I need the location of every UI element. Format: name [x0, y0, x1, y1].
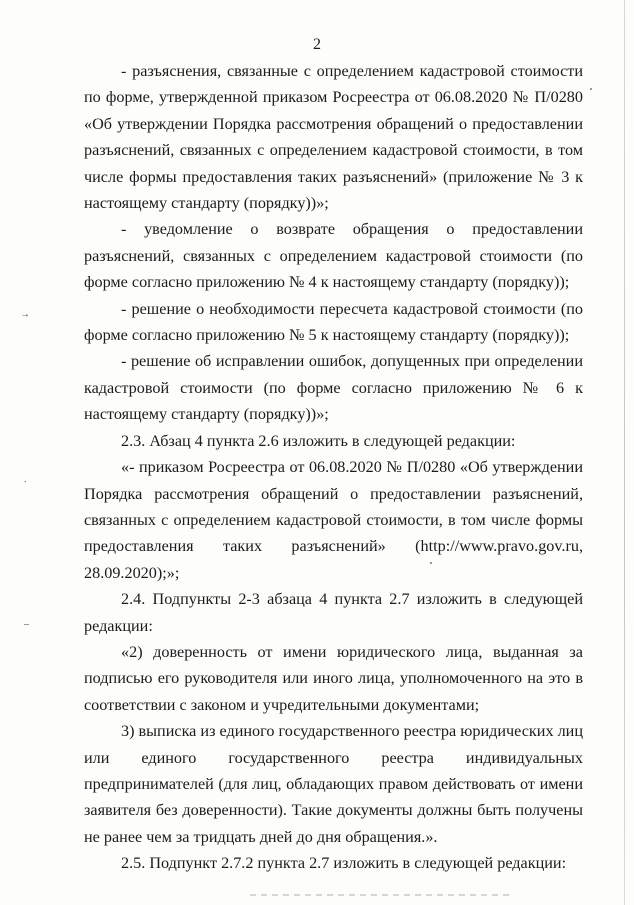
- paragraph-2-4-heading: 2.4. Подпункты 2-3 абзаца 4 пункта 2.7 изложить в следующей редакции:: [84, 590, 583, 635]
- paragraph-2-5-heading: 2.5. Подпункт 2.7.2 пункта 2.7 изложить в следующей редакции:: [121, 854, 567, 873]
- paragraph-explanations-form: - разъяснения, связанные с определением кадастровой стоимости по форме, утвержденной приказом Росреестра от 06.08.2020 № П/0280 «Об утверждении Порядка рассмотрения обращений о предоставлении разъяснений, связанных с определением кадастровой стоимости, в том числе формы предоставления таких разъяснений» (приложение № 3 к настоящему стандарту (порядку))»;: [84, 62, 583, 213]
- page-number: 2: [313, 36, 321, 53]
- paragraph-2-3-heading: 2.3. Абзац 4 пункта 2.6 изложить в следующей редакции:: [121, 431, 516, 450]
- paragraph-error-correction-decision: - решение об исправлении ошибок, допущенных при определении кадастровой стоимости (по форме согласно приложению № 6 к настоящему стандарту (порядку))»;: [84, 352, 583, 424]
- scan-mark-dot: ∙: [24, 477, 27, 488]
- scan-mark-dash: –: [24, 619, 29, 630]
- scan-speck: [430, 562, 432, 564]
- document-body: [84, 58, 583, 877]
- paragraph-2-3-text: «- приказом Росреестра от 06.08.2020 № П/0280 «Об утверждении Порядка рассмотрения обращений о предоставлении разъяснений, связанных с определением кадастровой стоимости, в том числе формы предоставления таких разъяснений» (http://www.pravo.gov.ru, 28.09.2020);»;: [84, 458, 583, 582]
- scan-speck: [590, 88, 592, 90]
- paragraph-power-of-attorney: «2) доверенность от имени юридического лица, выданная за подписью его руководителя или иного лица, уполномоченного на это в соответствии с законом и учредительными документами;: [84, 642, 583, 714]
- scan-page-edge: [624, 0, 625, 905]
- paragraph-registry-extract: 3) выписка из единого государственного реестра юридических лиц или единого государственного реестра индивидуальных предпринимателей (для лиц, обладающих правом действовать от имени заявителя без доверенности). Такие документы должны быть получены не ранее чем за тридцать дней до дня обращения.».: [84, 722, 583, 846]
- scan-mark-arrow: →: [20, 309, 30, 320]
- paragraph-recalculation-decision: - решение о необходимости пересчета кадастровой стоимости (по форме согласно приложению № 5 к настоящему стандарту (порядку));: [84, 299, 583, 345]
- paragraph-return-notice: - уведомление о возврате обращения о предоставлении разъяснений, связанных с определением кадастровой стоимости (по форме согласно приложению № 4 к настоящему стандарту (порядку));: [84, 220, 583, 292]
- scan-footer-noise: [250, 894, 510, 896]
